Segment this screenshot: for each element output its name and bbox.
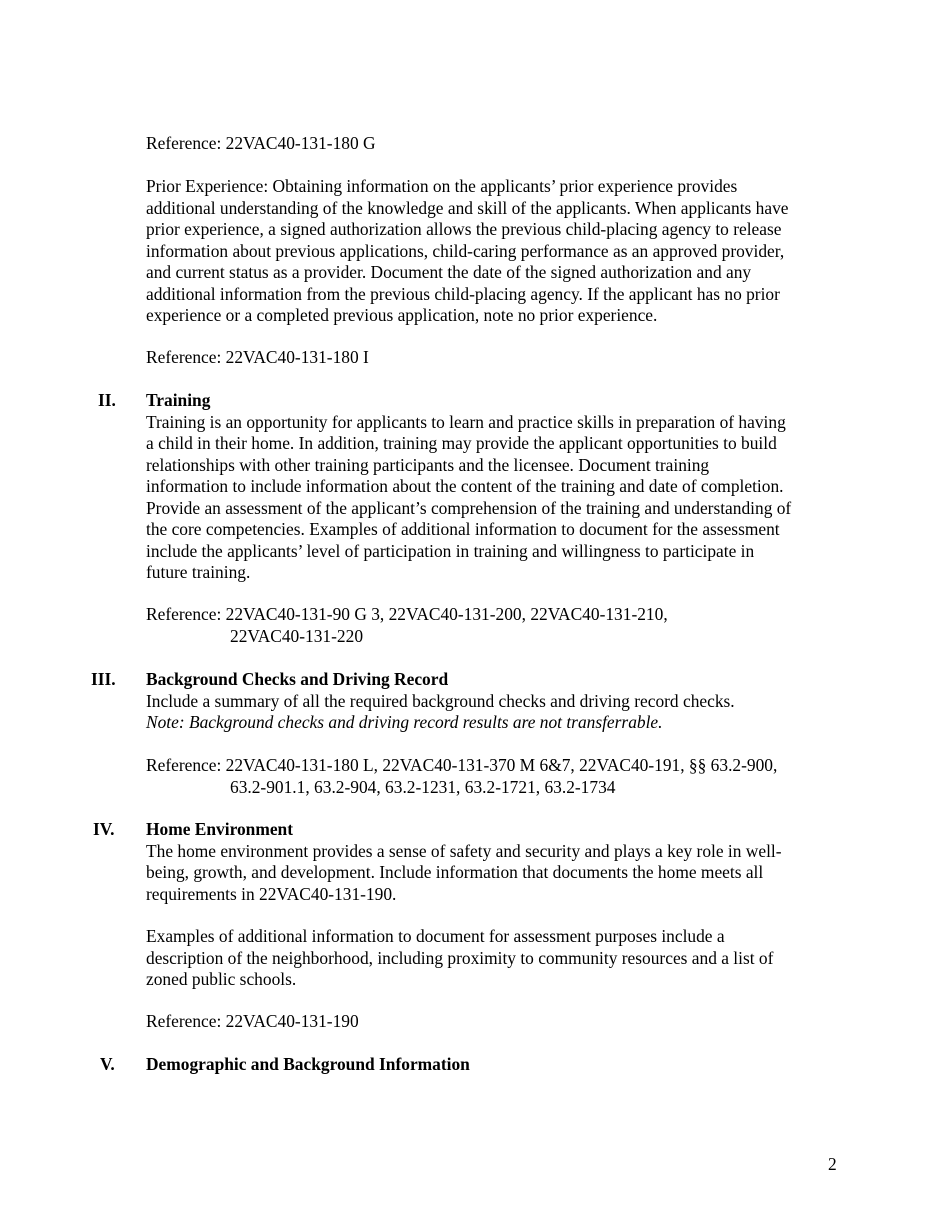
text-line: and current status as a provider. Document the date of the signed authorization and any (146, 262, 752, 282)
section-title-background: Background Checks and Driving Record (146, 669, 449, 689)
text-line: prior experience, a signed authorization allows the previous child-placing agency to release (146, 219, 782, 239)
section-title-home: Home Environment (146, 819, 294, 839)
text-line: The home environment provides a sense of safety and security and plays a key role in well- (146, 840, 782, 861)
page-number: 2 (828, 1154, 837, 1174)
text-line: requirements in 22VAC40-131-190. (146, 883, 397, 904)
text-line: experience or a completed previous application, note no prior experience. (146, 305, 658, 325)
note-line: Note: Background checks and driving record results are not transferrable. (146, 712, 663, 732)
text-line: zoned public schools. (146, 969, 297, 989)
reference-180g: Reference: 22VAC40-131-180 G (146, 133, 376, 153)
section-numeral-iii: III. (91, 669, 116, 689)
text-line: additional information from the previous child-placing agency. If the applicant has no prior (146, 283, 780, 304)
text-line: Include a summary of all the required background checks and driving record checks. (146, 690, 735, 711)
section-title-training: Training (146, 390, 211, 410)
prior-experience-paragraph (146, 176, 846, 327)
background-section (146, 669, 846, 734)
text-line: Training is an opportunity for applicants to learn and practice skills in preparation of having (146, 411, 786, 432)
text-line: additional understanding of the knowledge and skill of the applicants. When applicants have (146, 197, 789, 218)
reference-line: Reference: 22VAC40-131-180 L, 22VAC40-131-370 M 6&7, 22VAC40-191, §§ 63.2-900, (146, 755, 778, 775)
background-reference (146, 755, 846, 798)
training-reference (146, 604, 846, 647)
text-line: relationships with other training participants and the licensee. Document training (146, 454, 710, 475)
section-numeral-ii: II. (98, 390, 116, 410)
section-title-demographic: Demographic and Background Information (146, 1054, 470, 1074)
text-line: include the applicants’ level of participation in training and willingness to participate in (146, 540, 755, 561)
text-line: being, growth, and development. Include information that documents the home meets all (146, 862, 764, 882)
text-line: Examples of additional information to document for assessment purposes include a (146, 926, 725, 946)
home-section (146, 819, 846, 905)
reference-line: 22VAC40-131-220 (230, 625, 364, 646)
text-line: description of the neighborhood, including proximity to community resources and a list of (146, 947, 774, 968)
text-line: Prior Experience: Obtaining information on the applicants’ prior experience provides (146, 176, 738, 196)
text-line: Provide an assessment of the applicant’s comprehension of the training and understanding of (146, 497, 792, 518)
reference-180i: Reference: 22VAC40-131-180 I (146, 347, 369, 367)
reference-line: Reference: 22VAC40-131-90 G 3, 22VAC40-131-200, 22VAC40-131-210, (146, 604, 668, 624)
home-reference: Reference: 22VAC40-131-190 (146, 1011, 359, 1031)
training-section (146, 390, 846, 584)
home-examples-paragraph (146, 926, 846, 991)
text-line: the core competencies. Examples of additional information to document for the assessment (146, 519, 780, 539)
text-line: future training. (146, 562, 251, 582)
reference-line: 63.2-901.1, 63.2-904, 63.2-1231, 63.2-1721, 63.2-1734 (230, 776, 616, 797)
text-line: a child in their home. In addition, training may provide the applicant opportunities to build (146, 433, 777, 453)
section-numeral-v: V. (100, 1054, 115, 1074)
text-line: information about previous applications, child-caring performance as an approved provider, (146, 240, 785, 261)
text-line: information to include information about the content of the training and date of completion. (146, 476, 784, 496)
section-numeral-iv: IV. (93, 819, 115, 839)
